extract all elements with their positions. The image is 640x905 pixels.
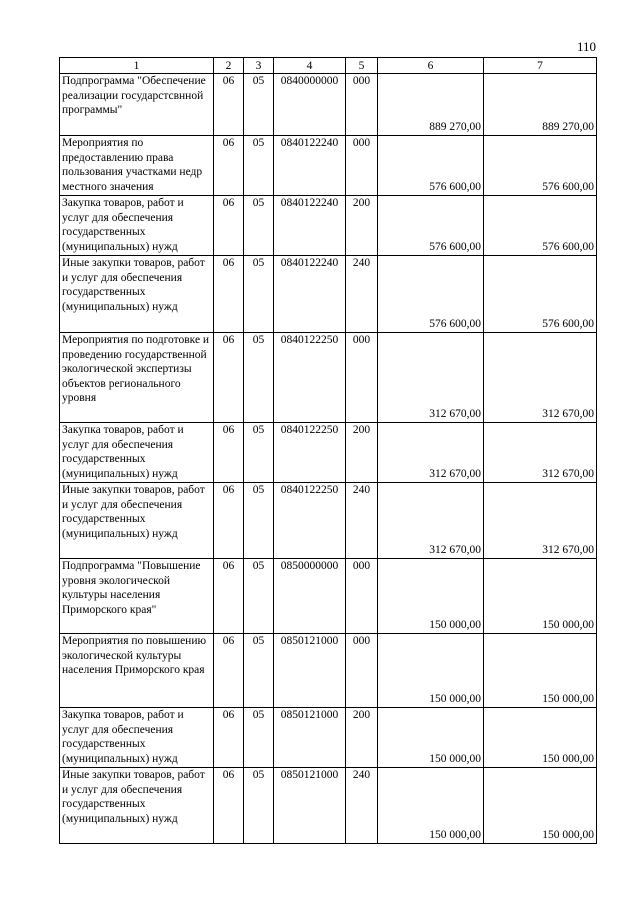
row-amount-6: 312 670,00: [378, 333, 484, 423]
row-amount-7: 576 600,00: [484, 196, 597, 256]
row-code-expense: 000: [346, 559, 378, 634]
row-code-subsection: 05: [244, 559, 274, 634]
header-col-7: 7: [484, 58, 597, 74]
row-code-expense: 000: [346, 74, 378, 136]
row-code-target: 0840122240: [274, 256, 346, 333]
row-amount-6: 150 000,00: [378, 559, 484, 634]
row-name: Иные закупки товаров, работ и услуг для обеспечения государственных (муниципальных) нужд: [60, 768, 214, 844]
row-code-target: 0840122240: [274, 196, 346, 256]
row-code-section: 06: [214, 483, 244, 559]
header-col-3: 3: [244, 58, 274, 74]
row-code-section: 06: [214, 256, 244, 333]
row-name: Подпрограмма "Обеспечение реализации государстсвнной программы": [60, 74, 214, 136]
row-name: Мероприятия по предоставлению права пользования участками недр местного значения: [60, 136, 214, 196]
table-row: [60, 559, 597, 634]
row-name: Закупка товаров, работ и услуг для обеспечения государственных (муниципальных) нужд: [60, 423, 214, 483]
row-code-subsection: 05: [244, 136, 274, 196]
row-code-expense: 000: [346, 136, 378, 196]
table-row: [60, 708, 597, 768]
row-code-subsection: 05: [244, 708, 274, 768]
row-code-section: 06: [214, 136, 244, 196]
row-amount-6: 576 600,00: [378, 136, 484, 196]
row-code-expense: 240: [346, 483, 378, 559]
row-code-expense: 200: [346, 196, 378, 256]
row-name: Мероприятия по повышению экологической культуры населения Приморского края: [60, 634, 214, 708]
row-code-target: 0850121000: [274, 768, 346, 844]
row-code-target: 0840122250: [274, 483, 346, 559]
table-row: [60, 136, 597, 196]
row-code-target: 0850121000: [274, 708, 346, 768]
row-code-target: 0840122250: [274, 423, 346, 483]
row-code-section: 06: [214, 423, 244, 483]
row-code-subsection: 05: [244, 423, 274, 483]
row-name: Закупка товаров, работ и услуг для обеспечения государственных (муниципальных) нужд: [60, 196, 214, 256]
row-code-expense: 000: [346, 634, 378, 708]
row-name: Иные закупки товаров, работ и услуг для обеспечения государственных (муниципальных) нужд: [60, 256, 214, 333]
row-amount-7: 576 600,00: [484, 136, 597, 196]
row-amount-6: 576 600,00: [378, 256, 484, 333]
row-amount-6: 312 670,00: [378, 423, 484, 483]
row-amount-7: 150 000,00: [484, 634, 597, 708]
row-code-target: 0850000000: [274, 559, 346, 634]
row-code-section: 06: [214, 559, 244, 634]
row-code-expense: 200: [346, 708, 378, 768]
row-code-target: 0850121000: [274, 634, 346, 708]
row-name: Иные закупки товаров, работ и услуг для обеспечения государственных (муниципальных) нужд: [60, 483, 214, 559]
row-amount-7: 312 670,00: [484, 423, 597, 483]
row-amount-7: 150 000,00: [484, 708, 597, 768]
row-amount-6: 150 000,00: [378, 708, 484, 768]
row-name: Закупка товаров, работ и услуг для обеспечения государственных (муниципальных) нужд: [60, 708, 214, 768]
header-col-1: 1: [60, 58, 214, 74]
table-row: [60, 196, 597, 256]
row-code-target: 0840122240: [274, 136, 346, 196]
row-code-subsection: 05: [244, 768, 274, 844]
table-row: [60, 333, 597, 423]
row-amount-7: 312 670,00: [484, 483, 597, 559]
table-row: [60, 74, 597, 136]
table-row: [60, 423, 597, 483]
row-code-expense: 000: [346, 333, 378, 423]
row-amount-6: 312 670,00: [378, 483, 484, 559]
row-code-subsection: 05: [244, 634, 274, 708]
row-code-section: 06: [214, 196, 244, 256]
row-code-subsection: 05: [244, 256, 274, 333]
row-code-section: 06: [214, 333, 244, 423]
row-amount-6: 150 000,00: [378, 768, 484, 844]
table-row: [60, 483, 597, 559]
row-amount-7: 150 000,00: [484, 559, 597, 634]
row-code-expense: 240: [346, 256, 378, 333]
row-code-target: 0840000000: [274, 74, 346, 136]
row-amount-6: 150 000,00: [378, 634, 484, 708]
page-number: 110: [576, 39, 596, 54]
row-amount-6: 889 270,00: [378, 74, 484, 136]
row-amount-7: 312 670,00: [484, 333, 597, 423]
row-code-target: 0840122250: [274, 333, 346, 423]
row-code-subsection: 05: [244, 333, 274, 423]
table-row: [60, 256, 597, 333]
header-col-4: 4: [274, 58, 346, 74]
header-col-2: 2: [214, 58, 244, 74]
row-amount-7: 150 000,00: [484, 768, 597, 844]
row-code-section: 06: [214, 634, 244, 708]
row-code-expense: 240: [346, 768, 378, 844]
header-row: [60, 58, 597, 74]
row-amount-6: 576 600,00: [378, 196, 484, 256]
row-name: Мероприятия по подготовке и проведению государственной экологической экспертизы объектов регионального уровня: [60, 333, 214, 423]
row-amount-7: 889 270,00: [484, 74, 597, 136]
table-row: [60, 768, 597, 844]
header-col-5: 5: [346, 58, 378, 74]
header-col-6: 6: [378, 58, 484, 74]
table-row: [60, 634, 597, 708]
row-code-subsection: 05: [244, 196, 274, 256]
row-name: Подпрограмма "Повышение уровня экологической культуры населения Приморского края": [60, 559, 214, 634]
row-code-section: 06: [214, 768, 244, 844]
row-code-expense: 200: [346, 423, 378, 483]
row-code-subsection: 05: [244, 483, 274, 559]
row-code-section: 06: [214, 708, 244, 768]
row-code-subsection: 05: [244, 74, 274, 136]
row-amount-7: 576 600,00: [484, 256, 597, 333]
row-code-section: 06: [214, 74, 244, 136]
budget-table: [59, 57, 597, 844]
